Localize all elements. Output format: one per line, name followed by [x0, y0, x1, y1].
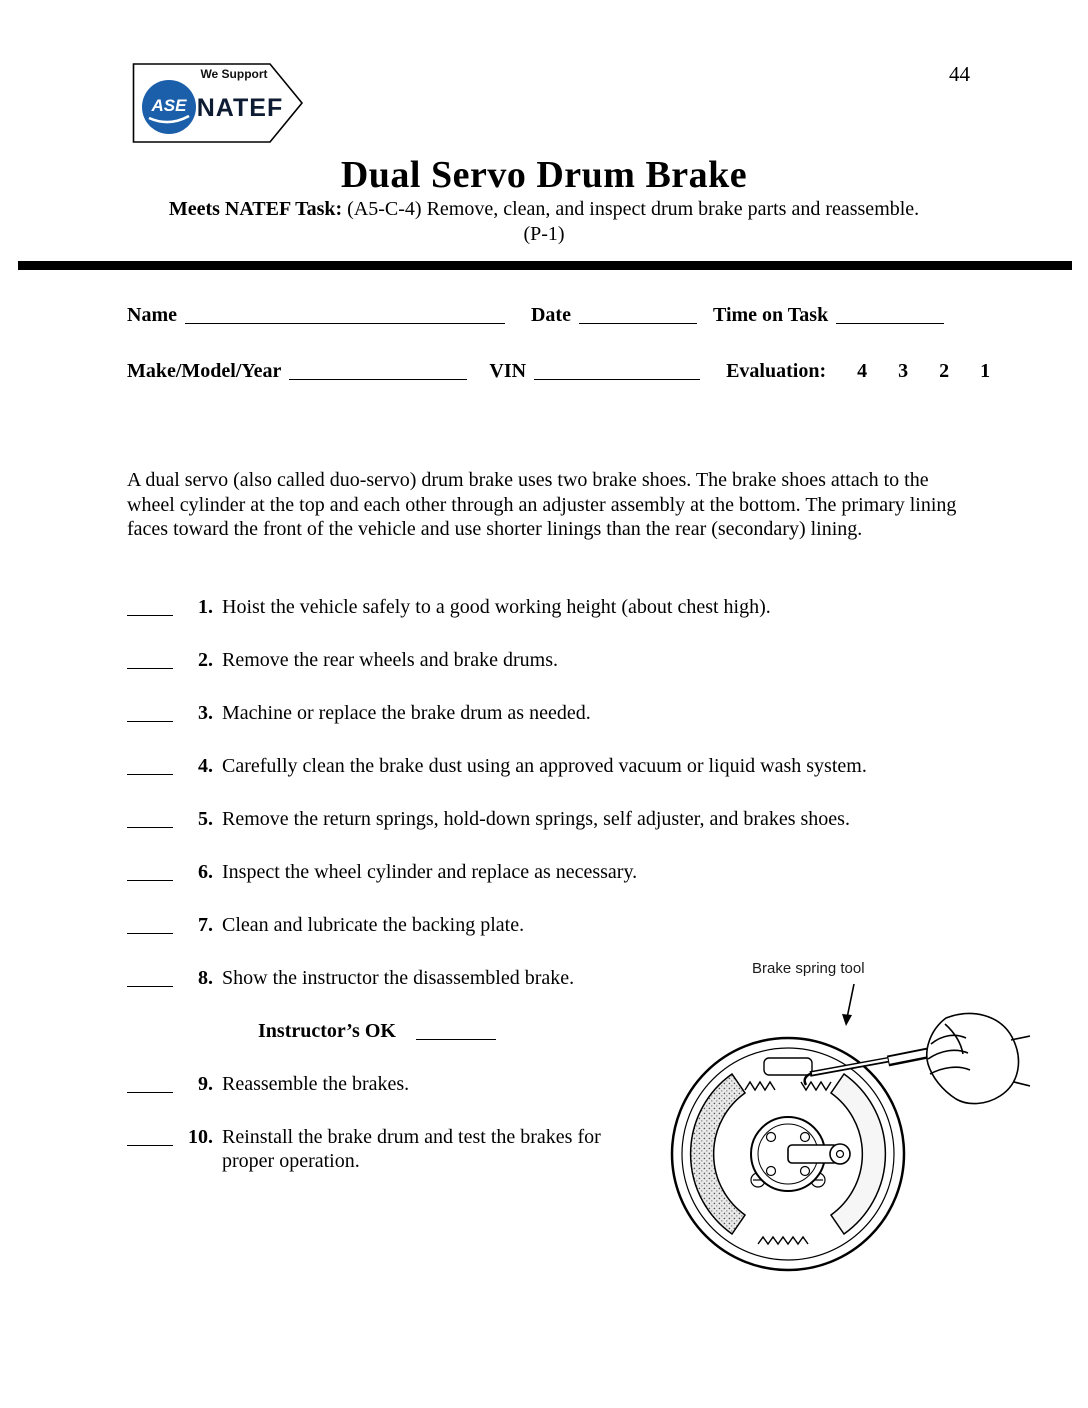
step-4-number: 4. [198, 755, 213, 777]
step-item-7 [127, 910, 967, 937]
step-7-number: 7. [198, 914, 213, 936]
step-item-6 [127, 857, 967, 884]
step-item-4 [127, 751, 967, 778]
ase-logo-text: ASE [151, 96, 187, 115]
header-divider-rule [18, 261, 1072, 270]
drum-brake-figure [648, 960, 1030, 1282]
step-1-blank[interactable] [127, 595, 173, 616]
vin-blank-field[interactable] [534, 359, 700, 380]
name-blank-field[interactable] [185, 303, 505, 324]
step-item-3 [127, 698, 967, 725]
step-2-text: Remove the rear wheels and brake drums. [222, 649, 558, 671]
student-info-form [127, 300, 991, 383]
time-on-task-blank-field[interactable] [836, 303, 944, 324]
step-7-blank[interactable] [127, 913, 173, 934]
vin-label: VIN [489, 360, 527, 382]
time-on-task-label: Time on Task [712, 304, 829, 326]
page-number: 44 [949, 62, 970, 86]
step-6-blank[interactable] [127, 860, 173, 881]
step-10-number: 10. [188, 1126, 213, 1148]
figure-caption: Brake spring tool [752, 960, 865, 977]
name-label: Name [127, 304, 177, 326]
step-8-number: 8. [198, 967, 213, 989]
wheel-cylinder [764, 1058, 812, 1075]
step-3-text: Machine or replace the brake drum as needed. [222, 702, 591, 724]
step-8-blank[interactable] [127, 966, 173, 987]
step-10-blank[interactable] [127, 1125, 173, 1146]
evaluation-value-1: 1 [980, 360, 991, 382]
step-9-blank[interactable] [127, 1072, 173, 1093]
make-model-year-label: Make/Model/Year [127, 360, 282, 382]
priority-code: (P-1) [523, 223, 565, 245]
step-4-blank[interactable] [127, 754, 173, 775]
logo-brand-text: NATEF [196, 94, 284, 122]
intro-paragraph: A dual servo (also called duo-servo) drum brake uses two brake shoes. The brake shoes attach to the wheel cylinder at the top and each other through an adjuster assembly at the bottom. The primary lining faces toward the front of the vehicle and use shorter linings than the rear (secondary) lining. [127, 469, 957, 540]
task-text: (A5-C-4) Remove, clean, and inspect drum brake parts and reassemble. [347, 198, 920, 220]
step-6-number: 6. [198, 861, 213, 883]
form-row-vehicle-evaluation [127, 356, 991, 383]
step-item-2 [127, 645, 967, 672]
step-3-number: 3. [198, 702, 213, 724]
step-item-10 [127, 1122, 635, 1173]
date-blank-field[interactable] [579, 303, 697, 324]
step-7-text: Clean and lubricate the backing plate. [222, 914, 525, 936]
step-5-text: Remove the return springs, hold-down springs, self adjuster, and brakes shoes. [222, 808, 850, 830]
step-item-9 [127, 1069, 635, 1096]
drum-brake-illustration [648, 982, 1030, 1282]
step-9-text: Reassemble the brakes. [222, 1073, 410, 1095]
step-6-text: Inspect the wheel cylinder and replace as necessary. [222, 861, 638, 883]
evaluation-label: Evaluation: [726, 360, 827, 382]
evaluation-value-3: 3 [898, 360, 909, 382]
step-10-text: Reinstall the brake drum and test the brakes for proper operation. [222, 1126, 601, 1172]
caption-arrow [842, 984, 854, 1026]
step-item-1 [127, 592, 967, 619]
evaluation-value-4: 4 [857, 360, 868, 382]
step-5-blank[interactable] [127, 807, 173, 828]
task-label: Meets NATEF Task: [168, 198, 343, 220]
instructor-ok-label: Instructor’s OK [258, 1020, 396, 1042]
step-4-text: Carefully clean the brake dust using an approved vacuum or liquid wash system. [222, 755, 867, 777]
step-9-number: 9. [198, 1073, 213, 1095]
form-row-name-date-time [127, 300, 963, 327]
step-2-blank[interactable] [127, 648, 173, 669]
date-label: Date [530, 304, 571, 326]
instructor-ok-blank[interactable] [416, 1019, 496, 1040]
step-3-blank[interactable] [127, 701, 173, 722]
step-1-number: 1. [198, 596, 213, 618]
step-2-number: 2. [198, 649, 213, 671]
evaluation-value-2: 2 [939, 360, 950, 382]
page-title: Dual Servo Drum Brake [340, 154, 748, 196]
step-item-5 [127, 804, 967, 831]
step-5-number: 5. [198, 808, 213, 830]
step-1-text: Hoist the vehicle safely to a good working height (about chest high). [222, 596, 771, 618]
logo-tagline: We Support [200, 67, 268, 81]
natef-logo [132, 58, 304, 149]
hand [927, 1014, 1030, 1104]
step-8-text: Show the instructor the disassembled brake. [222, 967, 575, 989]
header [0, 154, 1088, 246]
make-model-year-blank-field[interactable] [289, 359, 467, 380]
natef-task-line [0, 198, 1088, 221]
natef-logo-graphic [132, 58, 304, 144]
